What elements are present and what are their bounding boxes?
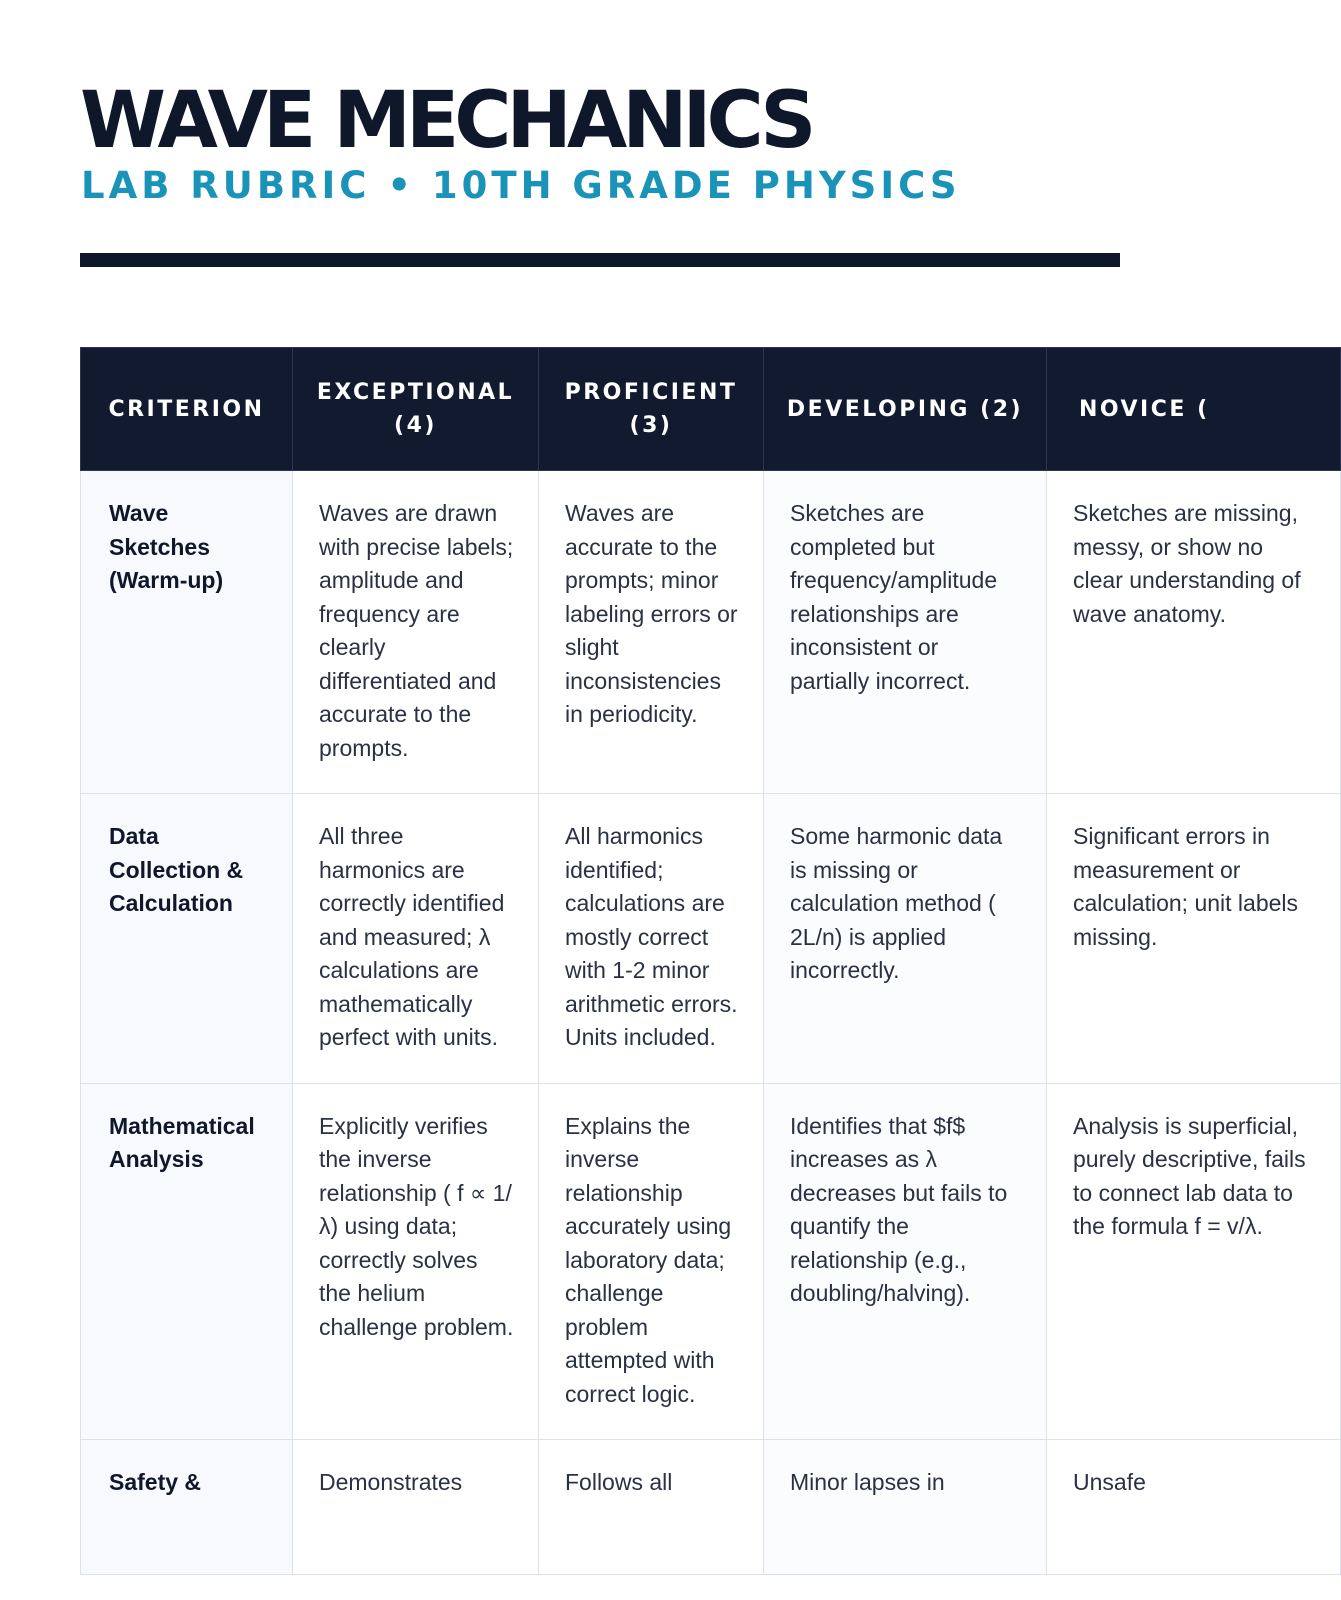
- developing-cell: Identifies that $f$ increases as λ decreases but fails to quantify the relationship (e.g., doubling/halving).: [764, 1083, 1047, 1440]
- proficient-cell: Follows all: [539, 1440, 764, 1575]
- proficient-cell: All harmonics identified; calculations are mostly correct with 1-2 minor arithmetic errors. Units included.: [539, 794, 764, 1084]
- page-subtitle: LAB RUBRIC • 10TH GRADE PHYSICS: [81, 164, 961, 207]
- column-header-exceptional: EXCEPTIONAL (4): [293, 348, 539, 471]
- criterion-cell: Safety &: [81, 1440, 293, 1575]
- column-header-novice: NOVICE (: [1047, 348, 1341, 471]
- exceptional-cell: Waves are drawn with precise labels; amplitude and frequency are clearly differentiated and accurate to the prompts.: [293, 471, 539, 794]
- novice-cell: Unsafe: [1047, 1440, 1341, 1575]
- criterion-cell: Wave Sketches (Warm-up): [81, 471, 293, 794]
- criterion-cell: Mathematical Analysis: [81, 1083, 293, 1440]
- table-row: [81, 1083, 1341, 1440]
- rubric-table: [80, 347, 1341, 1575]
- proficient-cell: Waves are accurate to the prompts; minor labeling errors or slight inconsistencies in periodicity.: [539, 471, 764, 794]
- column-header-criterion: CRITERION: [81, 348, 293, 471]
- header-row: [81, 348, 1341, 471]
- rubric-body: [81, 471, 1341, 1575]
- novice-cell: Sketches are missing, messy, or show no clear understanding of wave anatomy.: [1047, 471, 1341, 794]
- exceptional-cell: Demonstrates: [293, 1440, 539, 1575]
- table-row: [81, 471, 1341, 794]
- page-title: WAVE MECHANICS: [80, 76, 812, 166]
- column-header-proficient: PROFICIENT (3): [539, 348, 764, 471]
- novice-cell: Analysis is superficial, purely descriptive, fails to connect lab data to the formula f = v/λ.: [1047, 1083, 1341, 1440]
- developing-cell: Minor lapses in: [764, 1440, 1047, 1575]
- proficient-cell: Explains the inverse relationship accurately using laboratory data; challenge problem attempted with correct logic.: [539, 1083, 764, 1440]
- criterion-cell: Data Collection & Calculation: [81, 794, 293, 1084]
- table-row: [81, 794, 1341, 1084]
- developing-cell: Some harmonic data is missing or calculation method ( 2L/n) is applied incorrectly.: [764, 794, 1047, 1084]
- developing-cell: Sketches are completed but frequency/amplitude relationships are inconsistent or partially incorrect.: [764, 471, 1047, 794]
- title-divider: [80, 253, 1120, 267]
- exceptional-cell: All three harmonics are correctly identified and measured; λ calculations are mathematically perfect with units.: [293, 794, 539, 1084]
- rubric-header: [81, 348, 1341, 471]
- table-row: [81, 1440, 1341, 1575]
- exceptional-cell: Explicitly verifies the inverse relationship ( f ∝ 1/λ) using data; correctly solves the helium challenge problem.: [293, 1083, 539, 1440]
- column-header-developing: DEVELOPING (2): [764, 348, 1047, 471]
- novice-cell: Significant errors in measurement or calculation; unit labels missing.: [1047, 794, 1341, 1084]
